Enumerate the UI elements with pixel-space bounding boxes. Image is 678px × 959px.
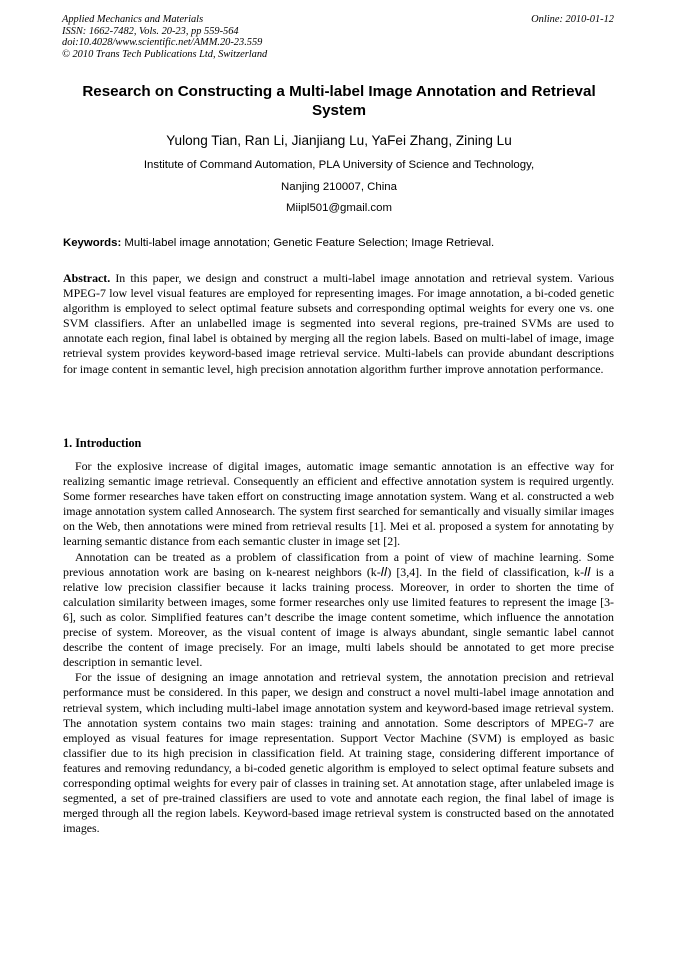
intro-paragraph-1: For the explosive increase of digital images, automatic image semantic annotation is an effective way for realizing semantic image retrieval. Consequently an efficient and effective annotation system is required urgently. Some former researches have taken effort on constructing image annotation system. Wang et al. constructed a web image annotation system called Annosearch. The system first searched for semantically and visually similar images on the Web, then annotations were mined from retrieval results [1]. Mei et al. proposed a system for annotating by learning semantic distance from each semantic cluster in image set [2]. bbox=[63, 459, 614, 549]
copyright-line: © 2010 Trans Tech Publications Ltd, Switzerland bbox=[62, 49, 268, 61]
introduction-body bbox=[63, 459, 614, 836]
affiliation-line-2: Nanjing 210007, China bbox=[281, 181, 397, 193]
author-list: Yulong Tian, Ran Li, Jianjiang Lu, YaFei Zhang, Zining Lu bbox=[166, 133, 512, 148]
keywords bbox=[63, 236, 494, 250]
paper-title: Research on Constructing a Multi-label Image Annotation and Retrieval System bbox=[82, 83, 596, 119]
keywords-text: Multi-label image annotation; Genetic Feature Selection; Image Retrieval. bbox=[121, 237, 495, 249]
intro-paragraph-2: Annotation can be treated as a problem of classification from a point of view of machine learning. Some previous annotation work are basing on k-nearest neighbors (k-𝐼𝐼) [3,4]. In the field of classification, k-𝐼𝐼 is a relative low precision classifier because it lacks training process. Moreover, in order to shorten the time of calculation similarity between images, some former researches only use limited features to represent the image [3-6], such as color. Simplified features can’t describe the image content sometime, which influence the annotation precise of system. Moreover, as the visual content of image is always abundant, single semantic label cannot describe the content of image precisely. For an image, multi labels should be annotated to get more precise description in semantic level. bbox=[63, 549, 614, 670]
doi-line: doi:10.4028/www.scientific.net/AMM.20-23.559 bbox=[62, 37, 263, 49]
issn-line: ISSN: 1662-7482, Vols. 20-23, pp 559-564 bbox=[62, 25, 239, 37]
abstract-label: Abstract. bbox=[63, 271, 111, 285]
abstract bbox=[63, 271, 614, 377]
journal-name: Applied Mechanics and Materials bbox=[62, 14, 204, 25]
abstract-text: In this paper, we design and construct a multi-label image annotation and retrieval system. Various MPEG-7 low level visual features are employed for representing images. For image annotation, a bi-coded genetic algorithm is employed to select optimal feature subsets and corresponding optimal weights for every one vs. one SVM classifiers. After an unlabelled image is segmented into several regions, pre-trained SVMs are used to annotate each region, final label is obtained by merging all the region labels. Based on multi-label of image, image retrieval system provides keyword-based image retrieval service. Multi-labels can provide abundant descriptions for image content in semantic level, high precision annotation algorithm further improve annotation performance. bbox=[63, 271, 614, 376]
journal-header bbox=[62, 14, 267, 61]
intro-paragraph-3: For the issue of designing an image annotation and retrieval system, the annotation precision and retrieval performance must be considered. In this paper, we design and construct a novel multi-label image annotation and retrieval system, which including multi-label image annotation system and keyword-based image retrieval system. The annotation system contains two main stages: training and annotation. Some descriptors of MPEG-7 are employed as visual features for image representation. Support Vector Machine (SVM) is employed as basic classifier due to its high precision in classification field. At training stage, considering different importance of features and removing redundancy, a bi-coded genetic algorithm is employed to select optimal feature subsets and corresponding optimal weights for every pair of classes in training set. At annotation stage, after unlabeled image is segmented, a set of pre-trained classifiers are used to vote and annotate each region, the final label of image is merged through all the region labels. Keyword-based image retrieval system is constructed based on the annotated images. bbox=[63, 670, 614, 836]
keywords-label: Keywords: bbox=[63, 237, 122, 249]
online-date: Online: 2010-01-12 bbox=[531, 14, 614, 25]
section-heading: 1. Introduction bbox=[63, 436, 142, 450]
author-email: Miipl501@gmail.com bbox=[286, 202, 392, 214]
affiliation-line-1: Institute of Command Automation, PLA University of Science and Technology, bbox=[143, 159, 535, 171]
